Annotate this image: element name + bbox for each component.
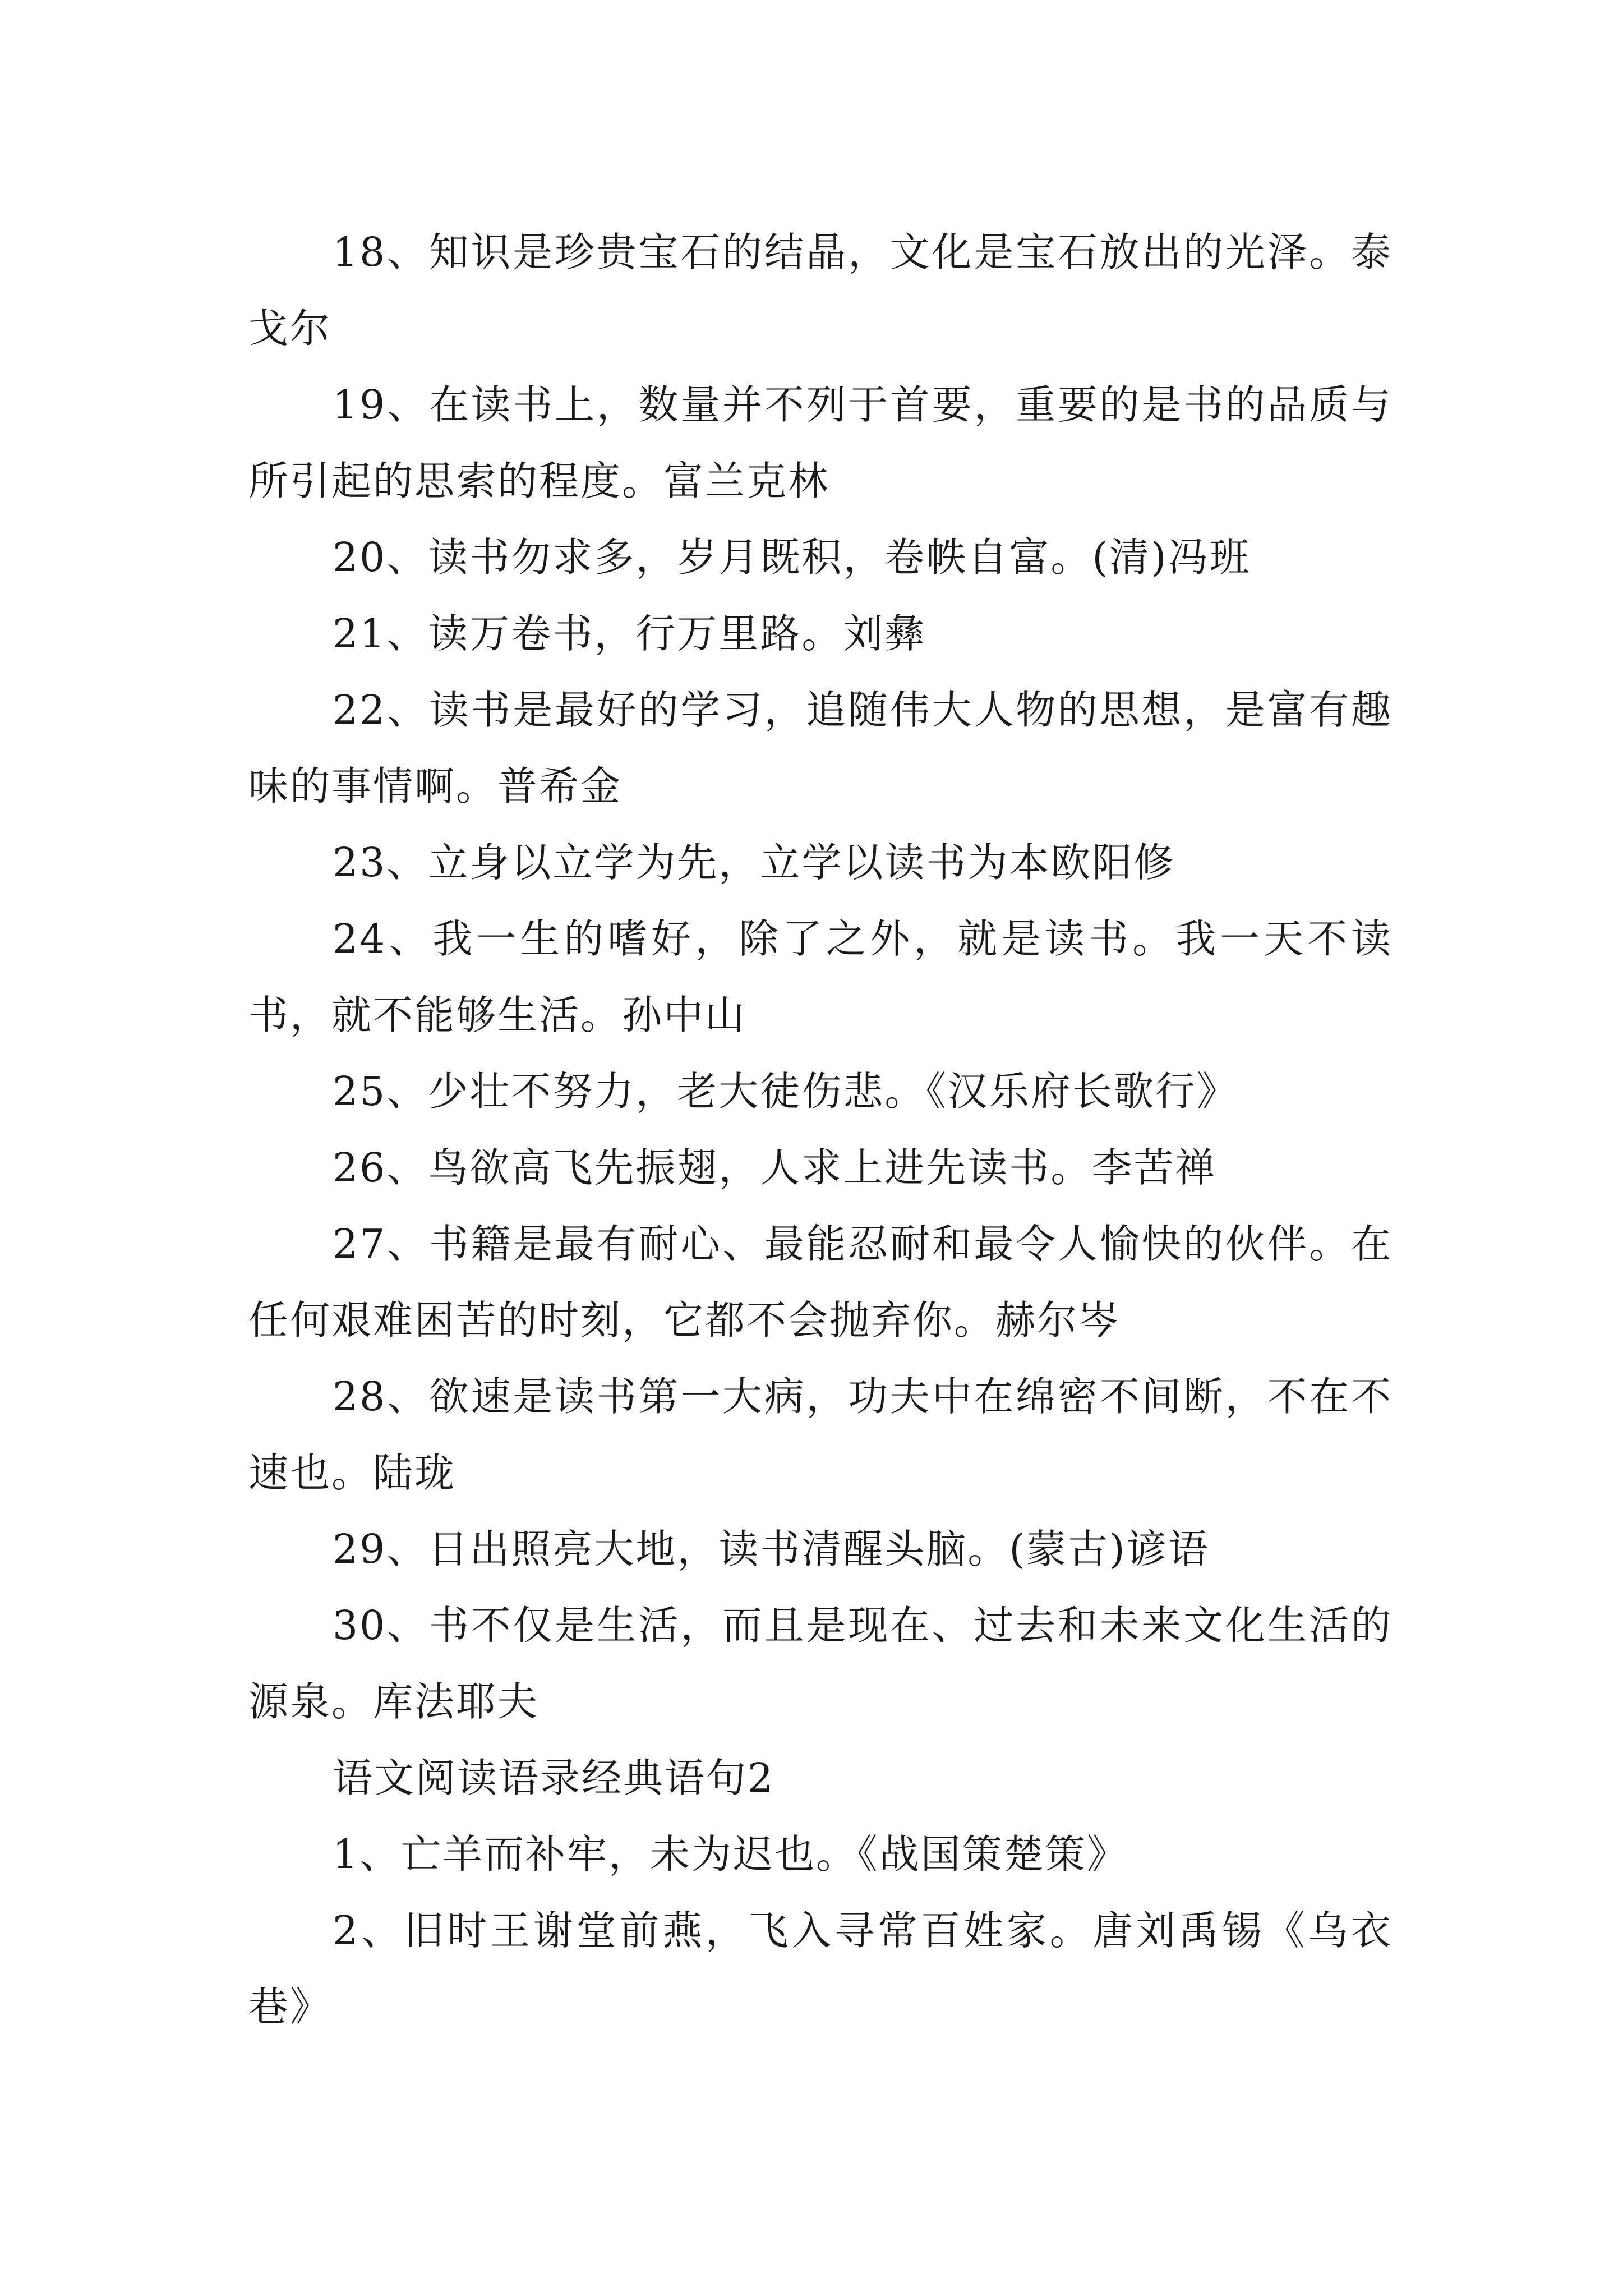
quote-19: 19、在读书上，数量并不列于首要，重要的是书的品质与所引起的思索的程度。富兰克林 [248,381,1393,504]
quote-24: 24、我一生的嗜好，除了之外，就是读书。我一天不读书，就不能够生活。孙中山 [248,915,1393,1038]
quote-18: 18、知识是珍贵宝石的结晶，文化是宝石放出的光泽。泰戈尔 [248,229,1393,352]
quote-22: 22、读书是最好的学习，追随伟大人物的思想，是富有趣味的事情啊。普希金 [248,687,1393,809]
quote-25: 25、少壮不努力，老大徒伤悲。《汉乐府长歌行》 [333,1068,1238,1115]
quote-20: 20、读书勿求多，岁月既积，卷帙自富。(清)冯班 [333,534,1251,581]
document-body [248,214,1393,2045]
quote-30: 30、书不仅是生活，而且是现在、过去和未来文化生活的源泉。库法耶夫 [248,1602,1393,1725]
quote-2-2: 2、旧时王谢堂前燕，飞入寻常百姓家。唐刘禹锡《乌衣巷》 [248,1907,1393,2030]
quote-29: 29、日出照亮大地，读书清醒头脑。(蒙古)谚语 [333,1526,1210,1572]
quote-26: 26、鸟欲高飞先振翅，人求上进先读书。李苦禅 [333,1144,1217,1191]
quote-27: 27、书籍是最有耐心、最能忍耐和最令人愉快的伙伴。在任何艰难困苦的时刻，它都不会抛弃你。赫尔岑 [248,1221,1393,1343]
quote-23: 23、立身以立学为先，立学以读书为本欧阳修 [333,839,1175,886]
quote-2-1: 1、亡羊而补牢，未为迟也。《战国策楚策》 [333,1831,1128,1878]
section-heading: 语文阅读语录经典语句2 [333,1755,775,1801]
quote-21: 21、读万卷书，行万里路。刘彝 [333,610,926,657]
quote-28: 28、欲速是读书第一大病，功夫中在绵密不间断，不在不速也。陆珑 [248,1373,1393,1496]
